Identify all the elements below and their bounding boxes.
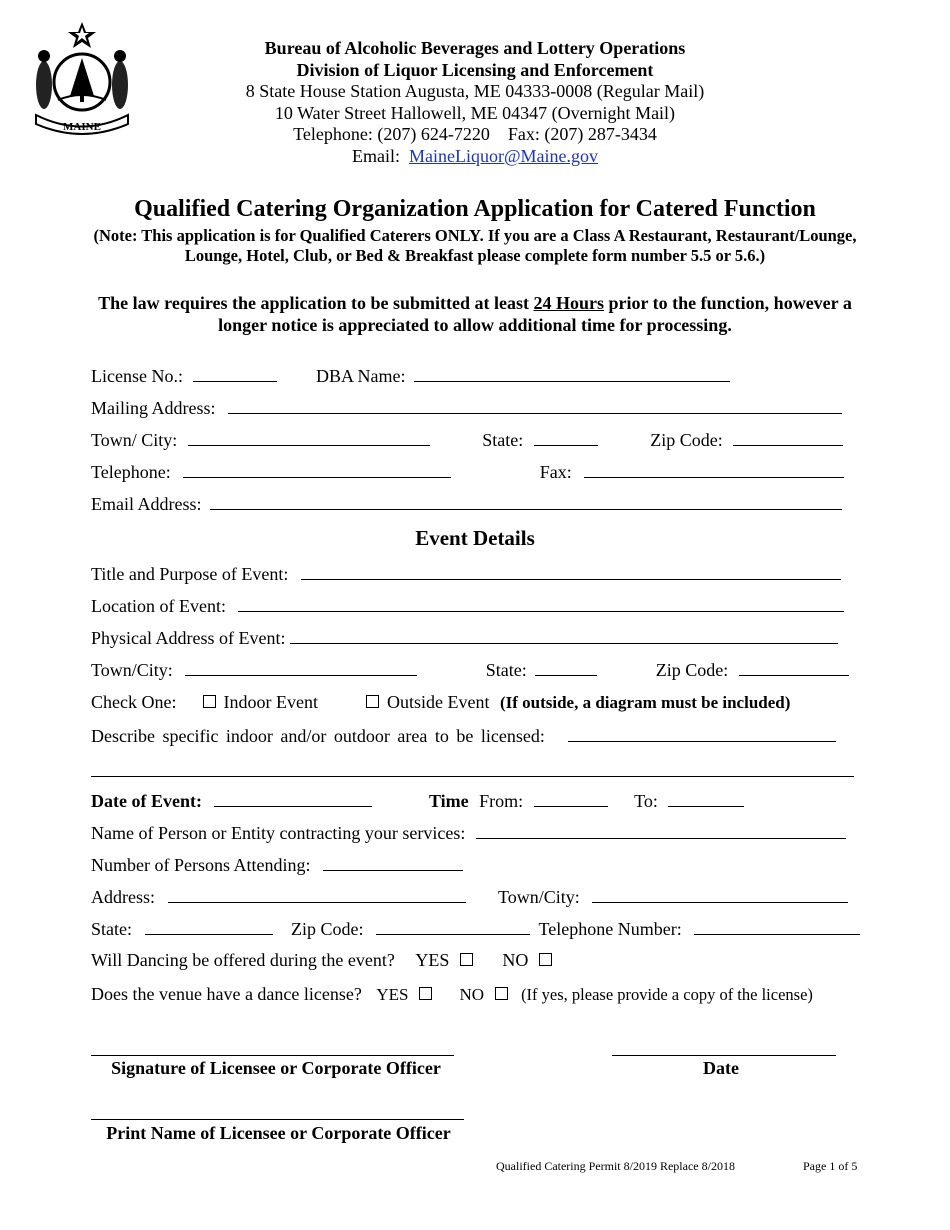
indoor-event-checkbox[interactable] <box>203 695 216 708</box>
email-address-field[interactable] <box>210 492 842 510</box>
check-one-row <box>91 691 790 714</box>
phone-fax: Telephone: (207) 624-7220 Fax: (207) 287-3434 <box>293 124 657 144</box>
persons-attending-field[interactable] <box>323 853 463 871</box>
dance-license-row <box>91 983 813 1006</box>
dance-license-no-label: NO <box>459 985 485 1004</box>
state-field[interactable] <box>534 428 598 446</box>
dancing-no-label: NO <box>502 950 529 970</box>
law-emphasis: 24 Hours <box>533 293 605 313</box>
persons-attending-label: Number of Persons Attending: <box>91 855 311 875</box>
signature-line[interactable] <box>91 1054 454 1056</box>
contact-address-row <box>91 885 848 908</box>
event-state-field[interactable] <box>535 658 597 676</box>
event-town-city-field[interactable] <box>185 658 417 676</box>
email-label: Email: <box>351 145 400 166</box>
dancing-question: Will Dancing be offered during the event? <box>91 950 395 970</box>
email-address-label: Email Address: <box>91 494 202 514</box>
date-of-event-field[interactable] <box>214 789 372 807</box>
contact-telephone-field[interactable] <box>694 917 860 935</box>
zip-code-field[interactable] <box>733 428 843 446</box>
event-zip-code-field[interactable] <box>739 658 849 676</box>
contact-address-label: Address: <box>91 887 155 907</box>
describe-area-field[interactable] <box>568 724 836 742</box>
town-city-field[interactable] <box>188 428 430 446</box>
agency-header <box>150 38 800 167</box>
dancing-no-checkbox[interactable] <box>539 953 552 966</box>
dba-name-label: DBA Name: <box>315 366 406 386</box>
form-id: Qualified Catering Permit 8/2019 Replace 8/2018 <box>496 1159 735 1173</box>
signature-label: Signature of Licensee or Corporate Officer <box>111 1058 441 1078</box>
outside-event-label: Outside Event <box>386 692 490 712</box>
dance-license-yes-checkbox[interactable] <box>419 987 432 1000</box>
telephone-field[interactable] <box>183 460 451 478</box>
describe-row <box>91 724 836 747</box>
physical-address-label: Physical Address of Event: <box>91 628 286 648</box>
event-town-state-zip-row <box>91 658 849 681</box>
print-name-label: Print Name of Licensee or Corporate Officer <box>106 1123 451 1143</box>
law-text-after: prior to the function, however a longer notice is appreciated to allow additional time for processing. <box>218 293 852 335</box>
dance-license-question: Does the venue have a dance license? <box>91 984 362 1004</box>
law-notice <box>80 292 870 336</box>
dance-license-no-checkbox[interactable] <box>495 987 508 1000</box>
page-number: Page 1 of 5 <box>803 1159 858 1173</box>
maine-state-seal <box>30 20 134 142</box>
bureau-name: Bureau of Alcoholic Beverages and Lottery Operations <box>264 38 686 58</box>
time-from-field[interactable] <box>534 789 608 807</box>
event-zip-code-label: Zip Code: <box>655 660 729 680</box>
license-row <box>91 364 730 387</box>
mailing-address-label: Mailing Address: <box>91 398 216 418</box>
dba-name-field[interactable] <box>414 364 730 382</box>
fax-field[interactable] <box>584 460 844 478</box>
time-to-field[interactable] <box>668 789 744 807</box>
describe-area-field-line-2[interactable] <box>91 775 854 777</box>
contact-state-label: State: <box>91 919 132 939</box>
seal-lettering: MAINE <box>63 121 101 133</box>
contact-zip-code-field[interactable] <box>376 917 530 935</box>
title-purpose-field[interactable] <box>301 562 841 580</box>
zip-code-label: Zip Code: <box>650 430 723 450</box>
location-field[interactable] <box>238 594 844 612</box>
dancing-yes-label: YES <box>415 950 450 970</box>
state-label: State: <box>482 430 524 450</box>
dancing-yes-checkbox[interactable] <box>460 953 473 966</box>
date-label: Date <box>703 1058 739 1078</box>
time-from-label: From: <box>479 791 524 811</box>
location-row <box>91 594 844 617</box>
check-one-label: Check One: <box>91 692 177 712</box>
contact-telephone-label: Telephone Number: <box>538 919 682 939</box>
physical-address-field[interactable] <box>290 626 838 644</box>
regular-mail-address: 8 State House Station Augusta, ME 04333-0008 (Regular Mail) <box>245 81 705 101</box>
event-state-label: State: <box>485 660 527 680</box>
time-to-label: To: <box>634 791 658 811</box>
overnight-mail-address: 10 Water Street Hallowell, ME 04347 (Overnight Mail) <box>274 102 676 123</box>
print-name-line[interactable] <box>91 1118 464 1120</box>
dance-license-yes-label: YES <box>376 985 409 1004</box>
telephone-label: Telephone: <box>91 462 171 482</box>
dancing-row <box>91 949 555 971</box>
law-text-before: The law requires the application to be submitted at least <box>98 293 534 313</box>
form-title: Qualified Catering Organization Application for Catered Function <box>134 196 816 222</box>
date-line[interactable] <box>612 1054 836 1056</box>
event-town-city-label: Town/City: <box>91 660 173 680</box>
contact-zip-code-label: Zip Code: <box>291 919 364 939</box>
date-time-row <box>91 789 744 812</box>
title-purpose-row <box>91 562 841 585</box>
persons-attending-row <box>91 853 463 876</box>
mailing-row <box>91 396 842 419</box>
contact-town-city-label: Town/City: <box>498 887 580 907</box>
contact-state-zip-phone-row <box>91 917 860 940</box>
license-no-field[interactable] <box>193 364 277 382</box>
license-no-label: License No.: <box>91 366 183 386</box>
location-label: Location of Event: <box>91 596 226 616</box>
indoor-event-label: Indoor Event <box>223 692 318 712</box>
outside-note: (If outside, a diagram must be included) <box>499 693 791 712</box>
fax-label: Fax: <box>539 462 572 482</box>
physical-address-row <box>91 626 838 649</box>
event-details-heading: Event Details <box>415 526 535 550</box>
dance-license-note: (If yes, please provide a copy of the license) <box>521 985 813 1004</box>
phone-fax-row <box>91 460 844 483</box>
describe-area-label: Describe specific indoor and/or outdoor area to be licensed: <box>91 726 545 746</box>
email-link[interactable]: MaineLiquor@Maine.gov <box>408 145 599 166</box>
outside-event-checkbox[interactable] <box>366 695 379 708</box>
time-label: Time <box>428 791 469 811</box>
town-city-label: Town/ City: <box>91 430 178 450</box>
town-state-zip-row <box>91 428 843 451</box>
title-purpose-label: Title and Purpose of Event: <box>91 564 289 584</box>
contact-town-city-field[interactable] <box>592 885 848 903</box>
mailing-address-field[interactable] <box>228 396 842 414</box>
contact-address-field[interactable] <box>168 885 466 903</box>
contracting-label: Name of Person or Entity contracting your services: <box>91 823 466 843</box>
division-name: Division of Liquor Licensing and Enforcement <box>296 59 654 80</box>
form-note: (Note: This application is for Qualified Caterers ONLY. If you are a Class A Restaurant, Restaurant/Lounge, Lounge, Hotel, Club, or Bed & Breakfast please complete form number 5.5 or 5.6.) <box>93 226 857 265</box>
contracting-row <box>91 821 846 844</box>
contracting-field[interactable] <box>476 821 846 839</box>
email-row <box>91 492 842 515</box>
contact-state-field[interactable] <box>145 917 273 935</box>
email-line <box>150 146 800 168</box>
date-of-event-label: Date of Event: <box>91 791 202 811</box>
